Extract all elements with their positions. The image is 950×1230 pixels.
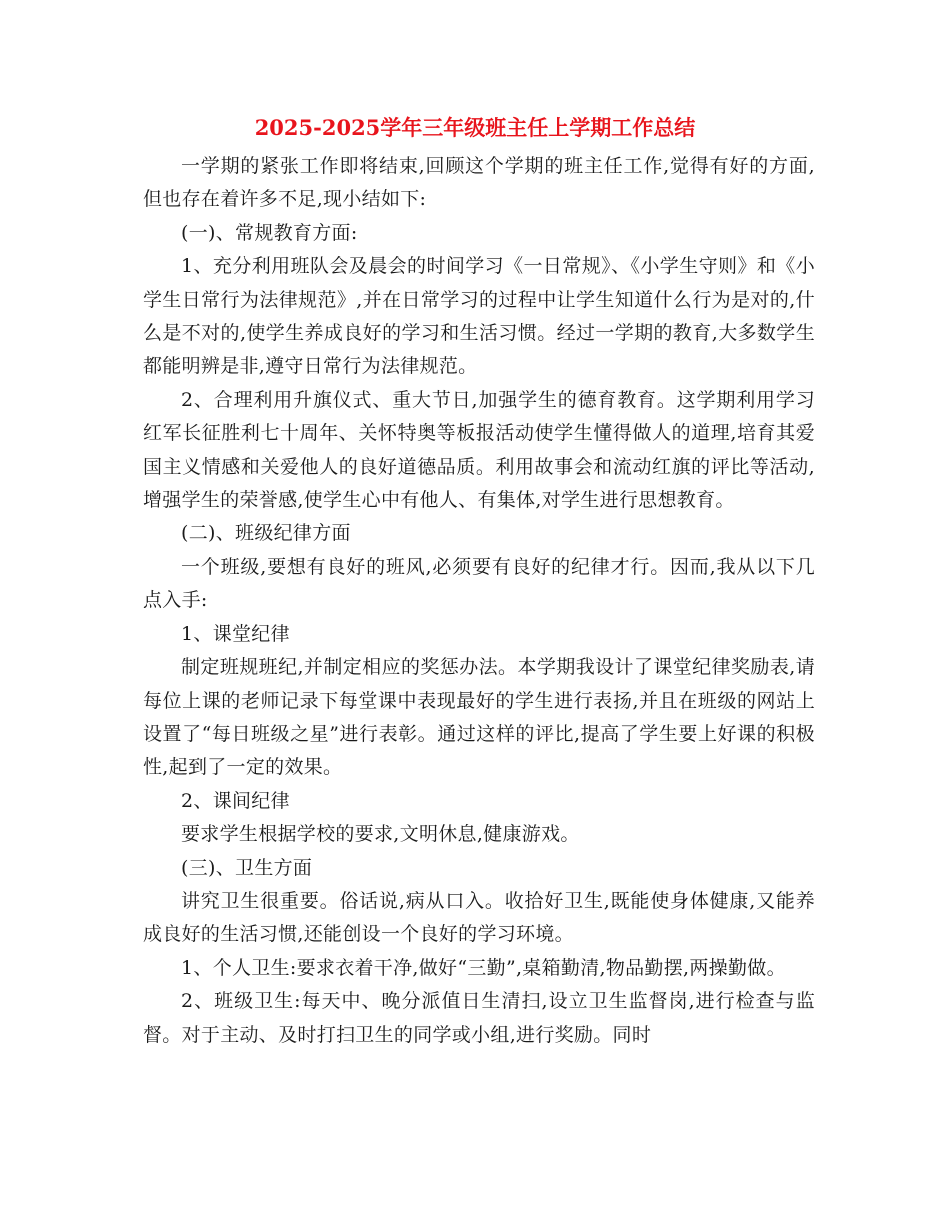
- paragraph-class-hygiene: 2、班级卫生:每天中、晚分派值日生清扫,设立卫生监督岗,进行检查与监督。对于主动、及时打扫卫生的同学或小组,进行奖励。同时: [143, 990, 815, 1046]
- section-heading-routine-education: (一)、常规教育方面:: [181, 221, 358, 244]
- section-heading-class-discipline: (二)、班级纪律方面: [181, 522, 351, 545]
- subheading-break-discipline: 2、课间纪律: [181, 789, 290, 812]
- paragraph-discipline-intro: 一个班级,要想有良好的班风,必须要有良好的纪律才行。因而,我从以下几点入手:: [143, 555, 815, 612]
- paragraph-classroom-discipline: 制定班规班纪,并制定相应的奖惩办法。本学期我设计了课堂纪律奖励表,请每位上课的老师记录下每堂课中表现最好的学生进行表扬,并且在班级的网站上设置了“每日班级之星”进行表彰。通过这样的评比,提高了学生要上好课的积极性,起到了一定的效果。: [143, 656, 815, 779]
- document-body: [143, 150, 815, 1052]
- paragraph-hygiene-intro: 讲究卫生很重要。俗话说,病从口入。收拾好卫生,既能使身体健康,又能养成良好的生活习惯,还能创设一个良好的学习环境。: [143, 889, 815, 946]
- paragraph-routine-2: 2、合理利用升旗仪式、重大节日,加强学生的德育教育。这学期利用学习红军长征胜利七十周年、关怀特奥等板报活动使学生懂得做人的道理,培育其爱国主义情感和关爱他人的良好道德品质。利用故事会和流动红旗的评比等活动,增强学生的荣誉感,使学生心中有他人、有集体,对学生进行思想教育。: [143, 388, 815, 512]
- section-heading-hygiene: (三)、卫生方面: [181, 856, 313, 879]
- paragraph-personal-hygiene: 1、个人卫生:要求衣着干净,做好“三勤”,桌箱勤清,物品勤摆,两操勤做。: [181, 956, 786, 979]
- subheading-classroom-discipline: 1、课堂纪律: [181, 622, 290, 645]
- paragraph-break-discipline: 要求学生根据学校的要求,文明休息,健康游戏。: [181, 823, 580, 846]
- paragraph-routine-1: 1、充分利用班队会及晨会的时间学习《一日常规》、《小学生守则》和《小学生日常行为法律规范》,并在日常学习的过程中让学生知道什么行为是对的,什么是不对的,使学生养成良好的学习和生活习惯。经过一学期的教育,大多数学生都能明辨是非,遵守日常行为法律规范。: [143, 255, 815, 378]
- paragraph-intro: 一学期的紧张工作即将结束,回顾这个学期的班主任工作,觉得有好的方面,但也存在着许多不足,现小结如下:: [143, 155, 815, 211]
- document-title: 2025-2025学年三年级班主任上学期工作总结: [254, 115, 696, 140]
